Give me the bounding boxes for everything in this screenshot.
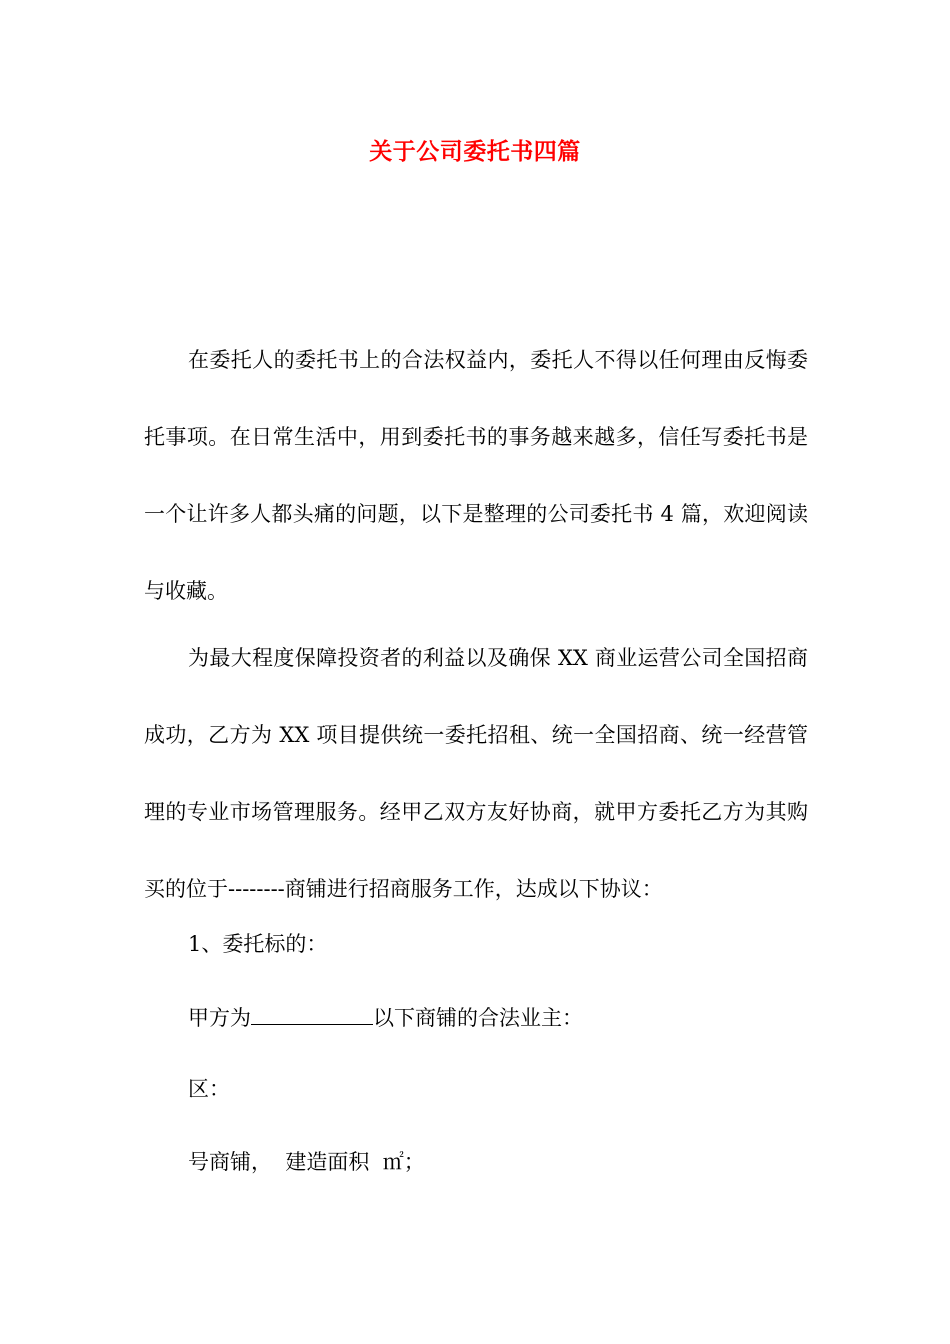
- agreement-paragraph: 为最大程度保障投资者的利益以及确保 XX 商业运营公司全国招商成功，乙方为 XX 项目提供统一委托招租、统一全国招商、统一经营管理的专业市场管理服务。经甲乙双方友好协商，就甲方委托乙方为其购买的位于--------商铺进行招商服务工作，达成以下协议：: [144, 646, 808, 901]
- item1-heading: 1、委托标的：: [188, 932, 328, 956]
- intro-paragraph: 在委托人的委托书上的合法权益内，委托人不得以任何理由反悔委托事项。在日常生活中，用到委托书的事务越来越多，信任写委托书是一个让许多人都头痛的问题，以下是整理的公司委托书 4 篇，欢迎阅读与收藏。: [144, 348, 808, 603]
- district-line: 区：: [188, 1077, 230, 1101]
- document-title: 关于公司委托书四篇: [369, 139, 581, 165]
- owner-line-prefix: 甲方为: [188, 1006, 251, 1030]
- document-body: [144, 0, 808, 1344]
- owner-blank-field: [251, 1000, 373, 1025]
- owner-line: [188, 1000, 583, 1035]
- shop-line: 号商铺， 建造面积 ㎡；: [188, 1150, 425, 1174]
- owner-line-suffix: 以下商铺的合法业主：: [373, 1006, 583, 1030]
